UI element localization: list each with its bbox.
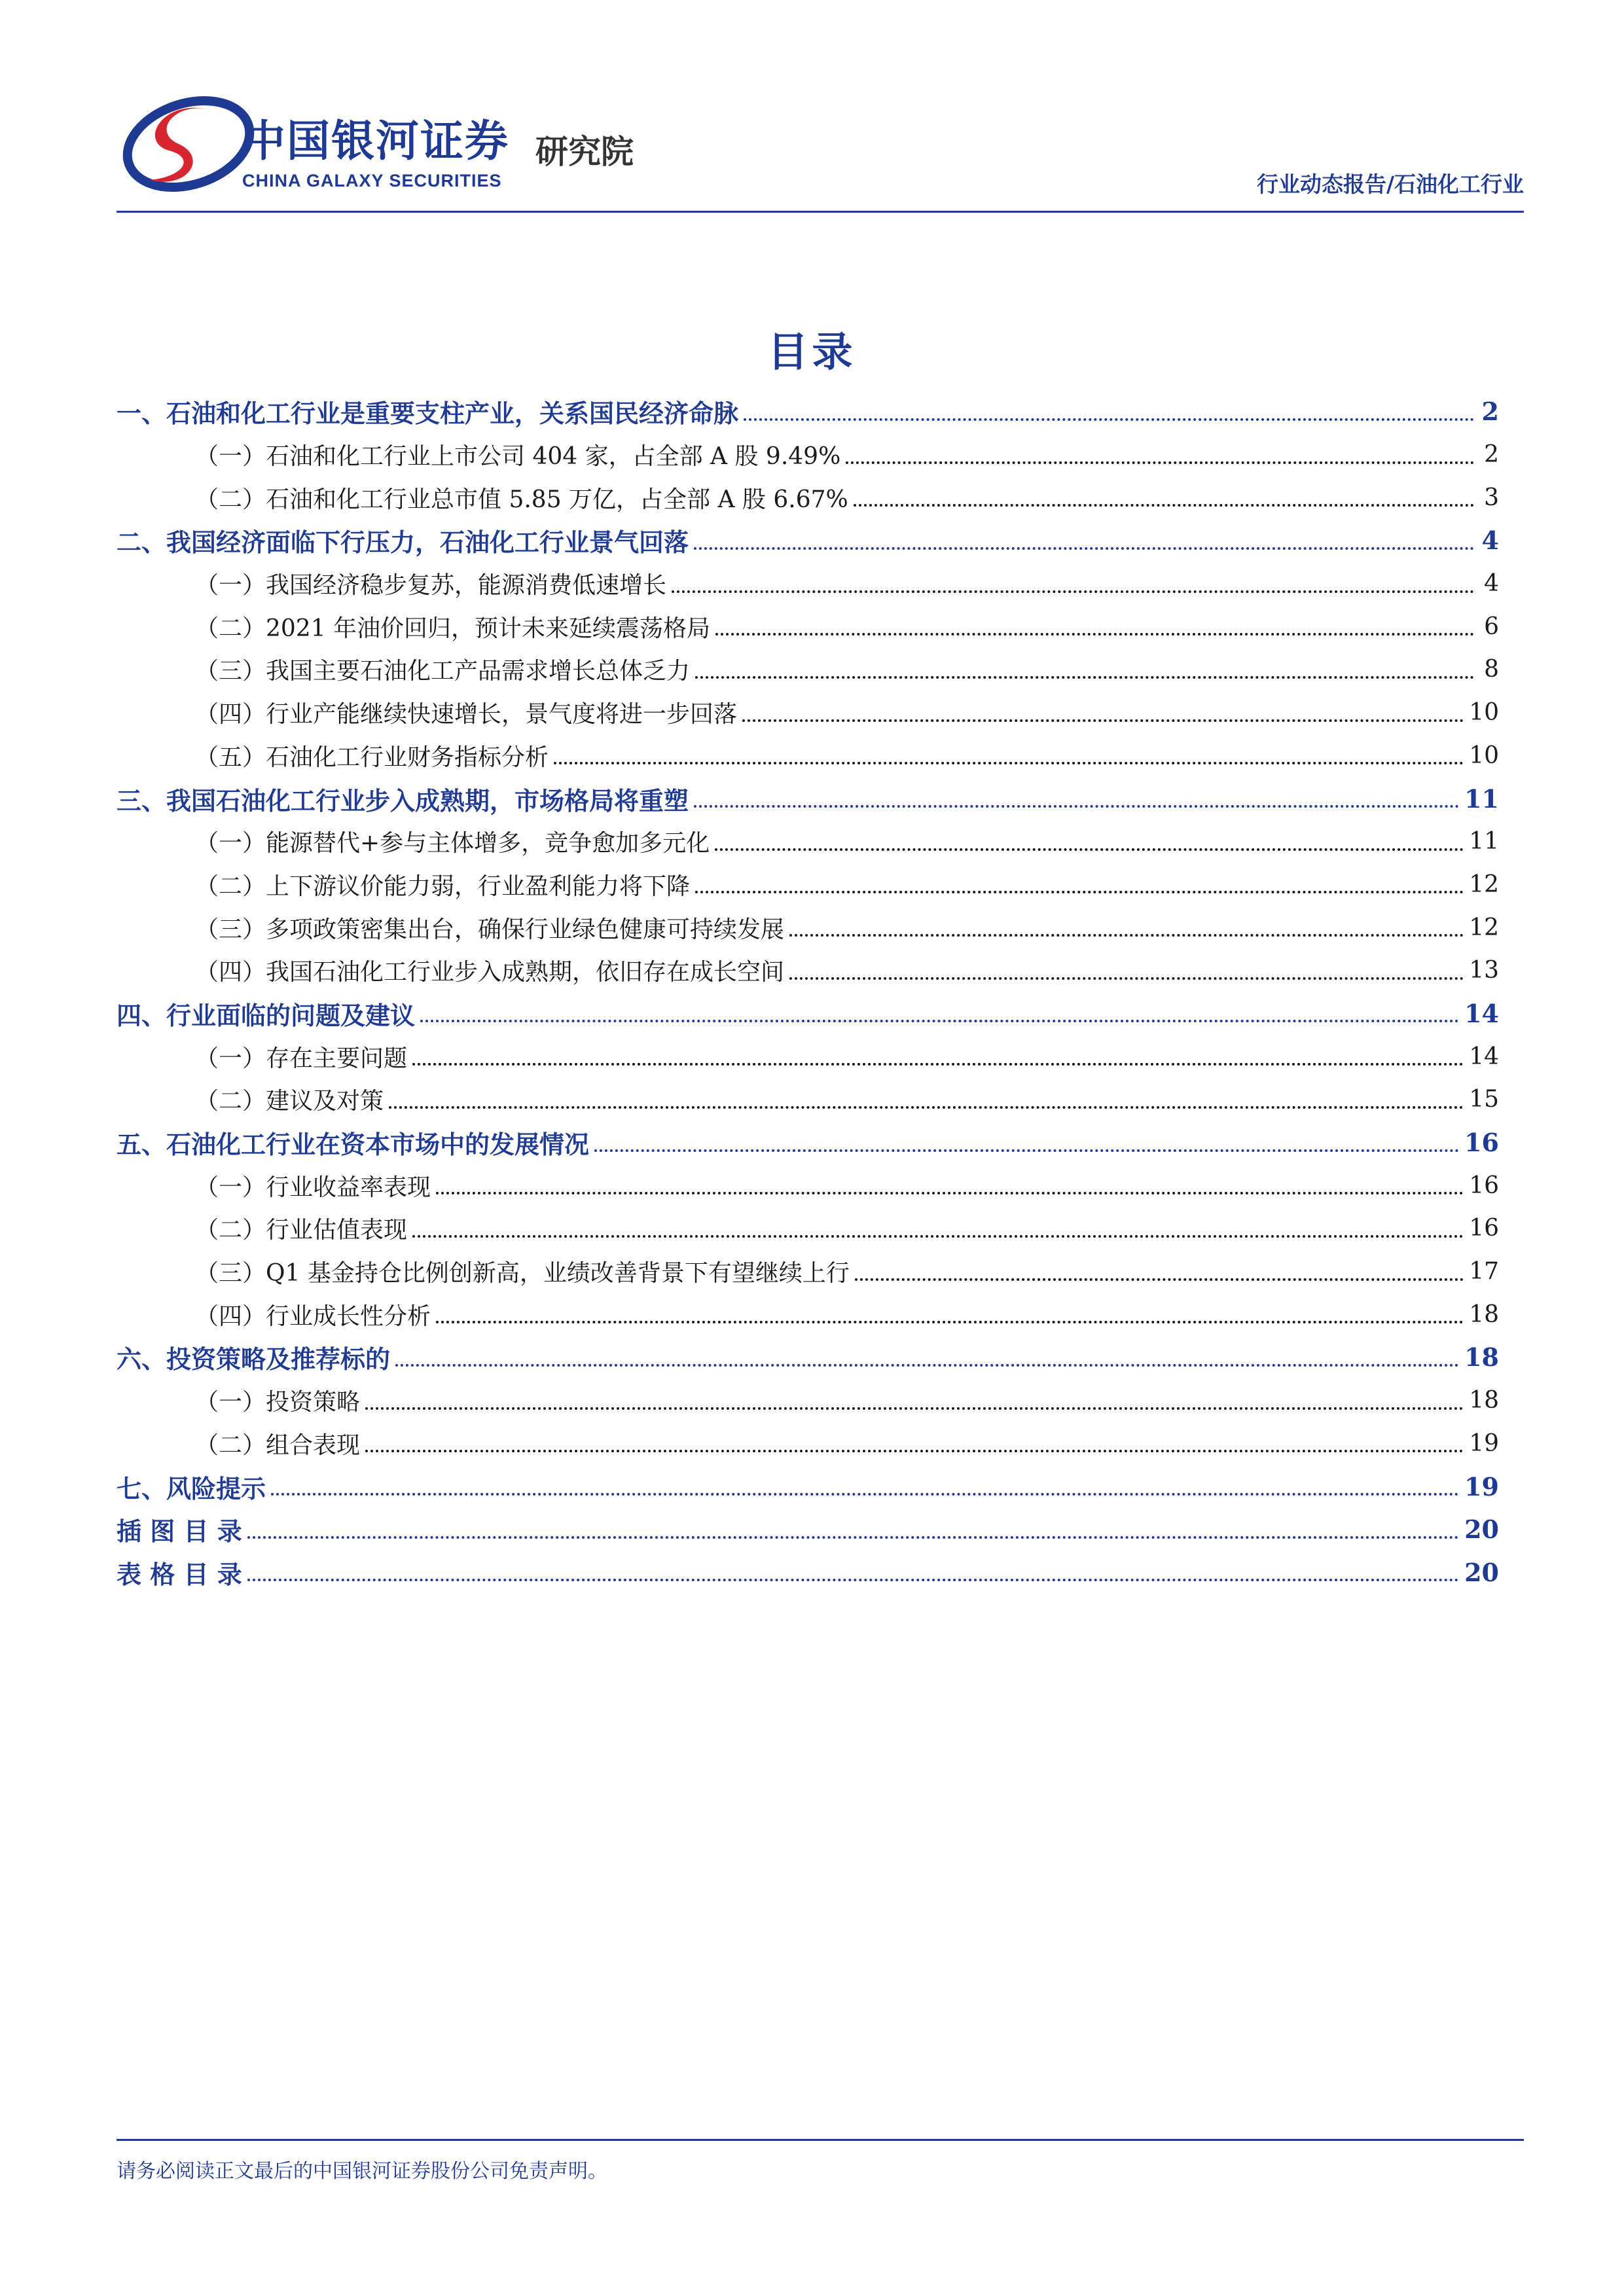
toc-subsection-entry[interactable] (117, 1422, 1499, 1465)
toc-section-entry[interactable] (117, 1551, 1499, 1594)
toc-page-number: 19 (1464, 1471, 1499, 1501)
toc-section-entry[interactable] (117, 519, 1499, 562)
toc-entry-label: （三）我国主要石油化工产品需求增长总体乏力 (195, 658, 691, 685)
toc-section-entry[interactable] (117, 992, 1499, 1035)
page-header (117, 92, 1524, 209)
toc-page-number: 11 (1469, 828, 1499, 855)
toc-leader-dots (789, 977, 1464, 980)
toc-subsection-entry[interactable] (117, 1250, 1499, 1293)
toc-entry-label: （四）我国石油化工行业步入成熟期，依旧存在成长空间 (195, 959, 785, 986)
toc-page-number: 16 (1464, 1128, 1499, 1158)
toc-subsection-entry[interactable] (117, 734, 1499, 778)
toc-page-number: 17 (1469, 1258, 1499, 1285)
toc-subsection-entry[interactable] (117, 562, 1499, 605)
header-divider (117, 211, 1524, 213)
toc-subsection-entry[interactable] (117, 906, 1499, 949)
toc-page-number: 6 (1484, 613, 1499, 640)
toc-entry-label: （二）2021 年油价回归，预计未来延续震荡格局 (195, 615, 711, 642)
toc-leader-dots (247, 1579, 1459, 1581)
toc-leader-dots (694, 805, 1459, 808)
toc-subsection-entry[interactable] (117, 863, 1499, 906)
toc-page-number: 18 (1469, 1300, 1499, 1328)
toc-subsection-entry[interactable] (117, 949, 1499, 992)
toc-leader-dots (715, 848, 1464, 851)
toc-section-entry[interactable] (117, 1336, 1499, 1379)
toc-entry-label: 二、我国经济面临下行压力，石油化工行业景气回落 (117, 528, 689, 558)
toc-subsection-entry[interactable] (117, 820, 1499, 863)
toc-subsection-entry[interactable] (117, 1379, 1499, 1422)
table-of-contents (117, 390, 1499, 1594)
toc-page-number: 14 (1469, 1043, 1499, 1070)
toc-leader-dots (436, 1192, 1464, 1194)
toc-leader-dots (594, 1149, 1459, 1152)
toc-leader-dots (436, 1321, 1464, 1323)
toc-leader-dots (420, 1020, 1459, 1022)
toc-subsection-entry[interactable] (117, 1164, 1499, 1207)
toc-leader-dots (389, 1106, 1464, 1109)
toc-subsection-entry[interactable] (117, 1207, 1499, 1250)
toc-entry-label: 一、石油和化工行业是重要支柱产业，关系国民经济命脉 (117, 399, 739, 429)
toc-leader-dots (742, 719, 1464, 722)
toc-entry-label: （一）行业收益率表现 (195, 1174, 431, 1201)
toc-page-number: 11 (1464, 783, 1499, 814)
toc-entry-label: （四）行业成长性分析 (195, 1302, 431, 1330)
toc-page-number: 2 (1484, 441, 1499, 469)
brand-name-cn: 中国银河证券 (242, 116, 509, 166)
toc-entry-label: 七、风险提示 (117, 1473, 266, 1503)
toc-entry-label: 表 格 目 录 (117, 1559, 242, 1589)
toc-page-number: 4 (1484, 570, 1499, 598)
toc-entry-label: 三、我国石油化工行业步入成熟期，市场格局将重塑 (117, 785, 689, 816)
toc-entry-label: （五）石油化工行业财务指标分析 (195, 744, 549, 771)
toc-page-number: 10 (1469, 742, 1499, 769)
brand-block (242, 106, 509, 191)
toc-page-number: 13 (1469, 957, 1499, 984)
toc-entry-label: （一）投资策略 (195, 1389, 361, 1416)
toc-page-number: 2 (1481, 397, 1499, 427)
toc-leader-dots (672, 590, 1474, 593)
toc-entry-label: （一）我国经济稳步复苏，能源消费低速增长 (195, 572, 667, 600)
toc-subsection-entry[interactable] (117, 691, 1499, 734)
toc-page-number: 20 (1464, 1557, 1499, 1587)
toc-leader-dots (846, 461, 1474, 464)
toc-section-entry[interactable] (117, 1465, 1499, 1508)
toc-page-number: 20 (1464, 1515, 1499, 1545)
toc-entry-label: （一）能源替代+参与主体增多，竞争愈加多元化 (195, 830, 710, 857)
toc-entry-label: （三）多项政策密集出台，确保行业绿色健康可持续发展 (195, 916, 785, 943)
toc-subsection-entry[interactable] (117, 1293, 1499, 1336)
toc-page-number: 15 (1469, 1086, 1499, 1113)
toc-leader-dots (365, 1407, 1464, 1410)
toc-leader-dots (789, 934, 1464, 937)
toc-entry-label: （一）存在主要问题 (195, 1045, 408, 1072)
toc-page-number: 16 (1469, 1172, 1499, 1199)
toc-subsection-entry[interactable] (117, 1035, 1499, 1078)
toc-leader-dots (247, 1536, 1459, 1539)
toc-entry-label: （二）上下游议价能力弱，行业盈利能力将下降 (195, 872, 691, 900)
toc-leader-dots (271, 1493, 1459, 1496)
toc-entry-label: （四）行业产能继续快速增长，景气度将进一步回落 (195, 701, 738, 728)
toc-section-entry[interactable] (117, 1508, 1499, 1551)
toc-leader-dots (412, 1235, 1464, 1238)
toc-leader-dots (715, 633, 1474, 636)
toc-page-number: 18 (1464, 1342, 1499, 1372)
toc-leader-dots (695, 891, 1464, 893)
footer-disclaimer: 请务必阅读正文最后的中国银河证券股份公司免责声明。 (117, 2160, 607, 2183)
toc-leader-dots (854, 504, 1474, 507)
toc-leader-dots (694, 547, 1474, 550)
toc-subsection-entry[interactable] (117, 476, 1499, 519)
toc-leader-dots (365, 1450, 1464, 1452)
toc-leader-dots (554, 762, 1464, 764)
toc-page-number: 10 (1469, 699, 1499, 726)
institute-label: 研究院 (535, 133, 634, 171)
toc-subsection-entry[interactable] (117, 433, 1499, 476)
toc-entry-label: （三）Q1 基金持仓比例创新高，业绩改善背景下有望继续上行 (195, 1260, 850, 1287)
toc-subsection-entry[interactable] (117, 605, 1499, 648)
toc-section-entry[interactable] (117, 777, 1499, 820)
toc-page-number: 12 (1469, 870, 1499, 898)
toc-entry-label: （二）组合表现 (195, 1431, 361, 1459)
report-type: 行业动态报告/石油化工行业 (1256, 171, 1524, 197)
toc-page-number: 8 (1484, 656, 1499, 683)
toc-entry-label: （二）行业估值表现 (195, 1217, 408, 1244)
toc-entry-label: 六、投资策略及推荐标的 (117, 1344, 391, 1374)
footer-divider (117, 2139, 1524, 2141)
toc-page-number: 12 (1469, 914, 1499, 941)
toc-entry-label: （二）建议及对策 (195, 1088, 384, 1115)
toc-entry-label: 四、行业面临的问题及建议 (117, 1000, 416, 1030)
toc-page-number: 3 (1484, 484, 1499, 511)
toc-entry-label: （一）石油和化工行业上市公司 404 家，占全部 A 股 9.49% (195, 443, 841, 471)
toc-entry-label: （二）石油和化工行业总市值 5.85 万亿，占全部 A 股 6.67% (195, 486, 848, 513)
toc-leader-dots (855, 1278, 1464, 1281)
toc-leader-dots (395, 1364, 1459, 1367)
toc-entry-label: 五、石油化工行业在资本市场中的发展情况 (117, 1130, 590, 1160)
toc-subsection-entry[interactable] (117, 648, 1499, 691)
toc-leader-dots (744, 418, 1474, 421)
toc-section-entry[interactable] (117, 390, 1499, 433)
toc-section-entry[interactable] (117, 1121, 1499, 1164)
toc-page-number: 19 (1469, 1429, 1499, 1457)
toc-page-number: 18 (1469, 1387, 1499, 1414)
toc-page-number: 4 (1481, 526, 1499, 556)
toc-leader-dots (412, 1063, 1464, 1066)
toc-subsection-entry[interactable] (117, 1078, 1499, 1121)
toc-page-number: 16 (1469, 1215, 1499, 1242)
toc-entry-label: 插 图 目 录 (117, 1516, 242, 1547)
toc-title: 目录 (767, 328, 857, 376)
toc-leader-dots (695, 676, 1474, 679)
brand-name-en: CHINA GALAXY SECURITIES (242, 171, 502, 190)
toc-page-number: 14 (1464, 998, 1499, 1028)
